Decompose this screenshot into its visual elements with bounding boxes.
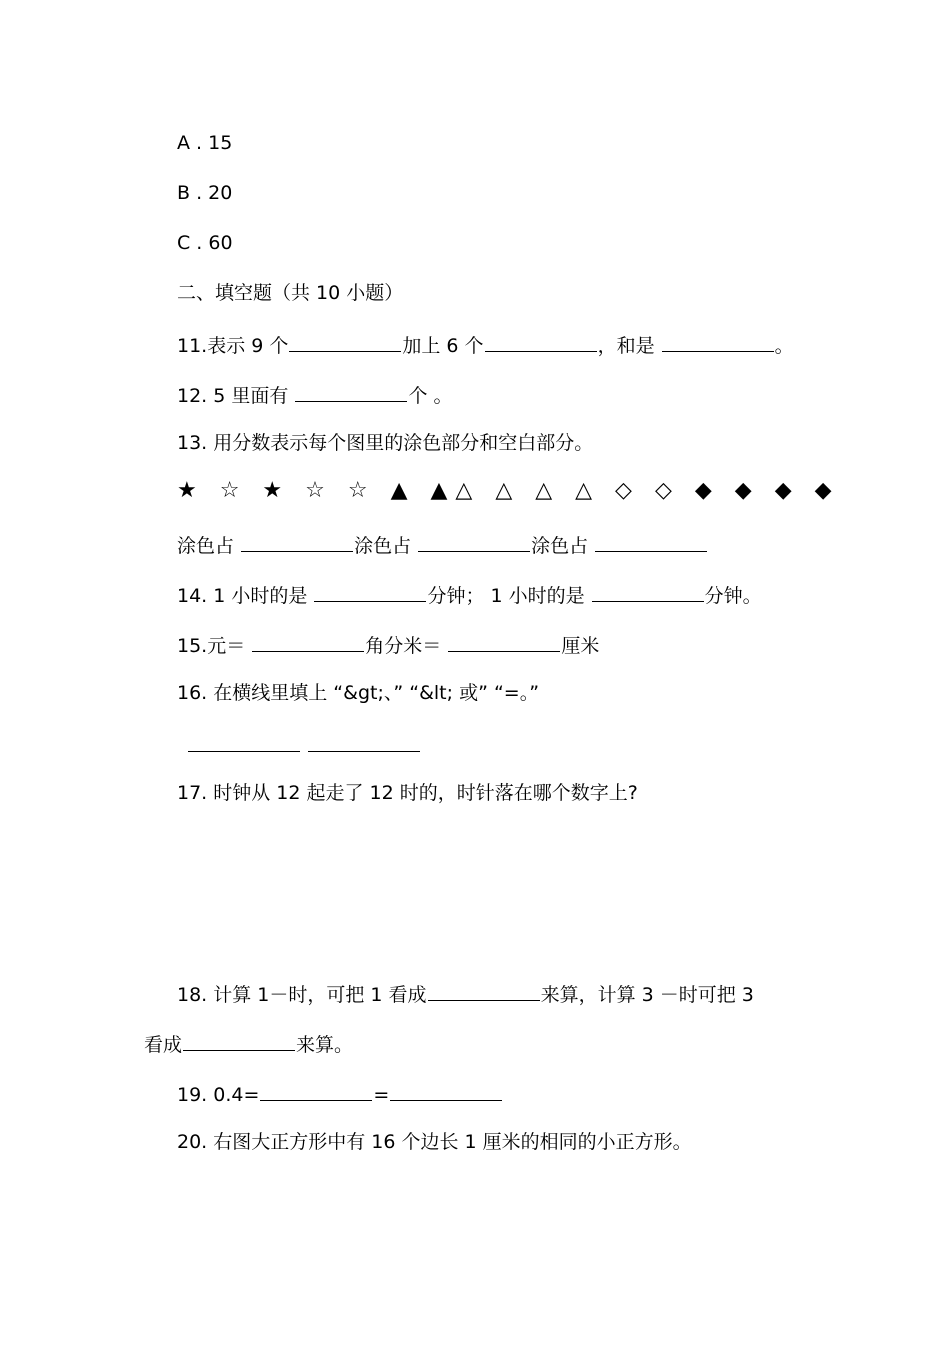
q19-text-a: 19. 0.4= — [177, 1084, 260, 1106]
q18-text-c: 看成 — [144, 1034, 183, 1056]
question-18-cont — [144, 1030, 353, 1057]
q13-fill-b: 涂色占 — [354, 535, 412, 557]
option-b: B . 20 — [177, 182, 233, 204]
question-12 — [177, 381, 452, 408]
question-20: 20. 右图大正方形中有 16 个边长 1 厘米的相同的小正方形。 — [177, 1131, 692, 1153]
q18-blank-2[interactable] — [183, 1030, 295, 1051]
q11-blank-1[interactable] — [289, 331, 401, 352]
q14-blank-1[interactable] — [314, 581, 426, 602]
q14-text-a: 14. 1 小时的是 — [177, 585, 308, 607]
q19-blank-1[interactable] — [260, 1080, 372, 1101]
option-a: A . 15 — [177, 132, 233, 154]
q16-blanks — [187, 731, 421, 758]
q18-blank-1[interactable] — [428, 980, 540, 1001]
q14-text-b: 分钟； 1 小时的是 — [427, 585, 585, 607]
q13-blank-1[interactable] — [241, 531, 353, 552]
q11-blank-3[interactable] — [662, 331, 774, 352]
q12-blank[interactable] — [295, 381, 407, 402]
q18-text-a: 18. 计算 1－时，可把 1 看成 — [177, 984, 427, 1006]
q13-blank-2[interactable] — [418, 531, 530, 552]
q12-text-b: 个 。 — [408, 385, 453, 407]
question-14 — [177, 581, 762, 608]
option-c: C . 60 — [177, 232, 233, 254]
q18-text-d: 来算。 — [296, 1034, 354, 1056]
question-18 — [177, 980, 754, 1007]
question-11 — [177, 331, 794, 358]
question-13: 13. 用分数表示每个图里的涂色部分和空白部分。 — [177, 432, 594, 454]
q18-text-b: 来算，计算 3 －时可把 3 — [540, 984, 754, 1006]
q15-text-a: 15.元＝ — [177, 635, 246, 657]
q15-blank-1[interactable] — [252, 631, 364, 652]
q16-blank-2[interactable] — [308, 731, 420, 752]
q12-text-a: 12. 5 里面有 — [177, 385, 289, 407]
q13-fill — [177, 531, 708, 558]
q15-text-b: 角分米＝ — [365, 635, 442, 657]
q11-text-b: 加上 6 个 — [402, 335, 484, 357]
q15-blank-2[interactable] — [448, 631, 560, 652]
question-17: 17. 时钟从 12 起走了 12 时的，时针落在哪个数字上? — [177, 782, 638, 804]
q15-text-c: 厘米 — [561, 635, 600, 657]
q11-text-a: 11.表示 9 个 — [177, 335, 289, 357]
q19-blank-2[interactable] — [390, 1080, 502, 1101]
section-title: 二、填空题（共 10 小题） — [177, 282, 404, 304]
q11-text-c: ，和是 — [597, 335, 655, 357]
q13-fill-c: 涂色占 — [531, 535, 589, 557]
q13-shapes: ★ ☆ ★ ☆ ☆ ▲ ▲△ △ △ △ ◇ ◇ ◆ ◆ ◆ ◆ — [177, 478, 840, 503]
q11-text-d: 。 — [774, 335, 794, 357]
q13-blank-3[interactable] — [595, 531, 707, 552]
q13-fill-a: 涂色占 — [177, 535, 235, 557]
q14-blank-2[interactable] — [592, 581, 704, 602]
question-15 — [177, 631, 599, 658]
question-19 — [177, 1080, 503, 1107]
question-16: 16. 在横线里填上 “&gt;、” “&lt; 或” “=。” — [177, 682, 540, 704]
q14-text-c: 分钟。 — [704, 585, 762, 607]
q16-blank-1[interactable] — [188, 731, 300, 752]
q11-blank-2[interactable] — [485, 331, 597, 352]
q19-text-b: = — [373, 1084, 390, 1106]
